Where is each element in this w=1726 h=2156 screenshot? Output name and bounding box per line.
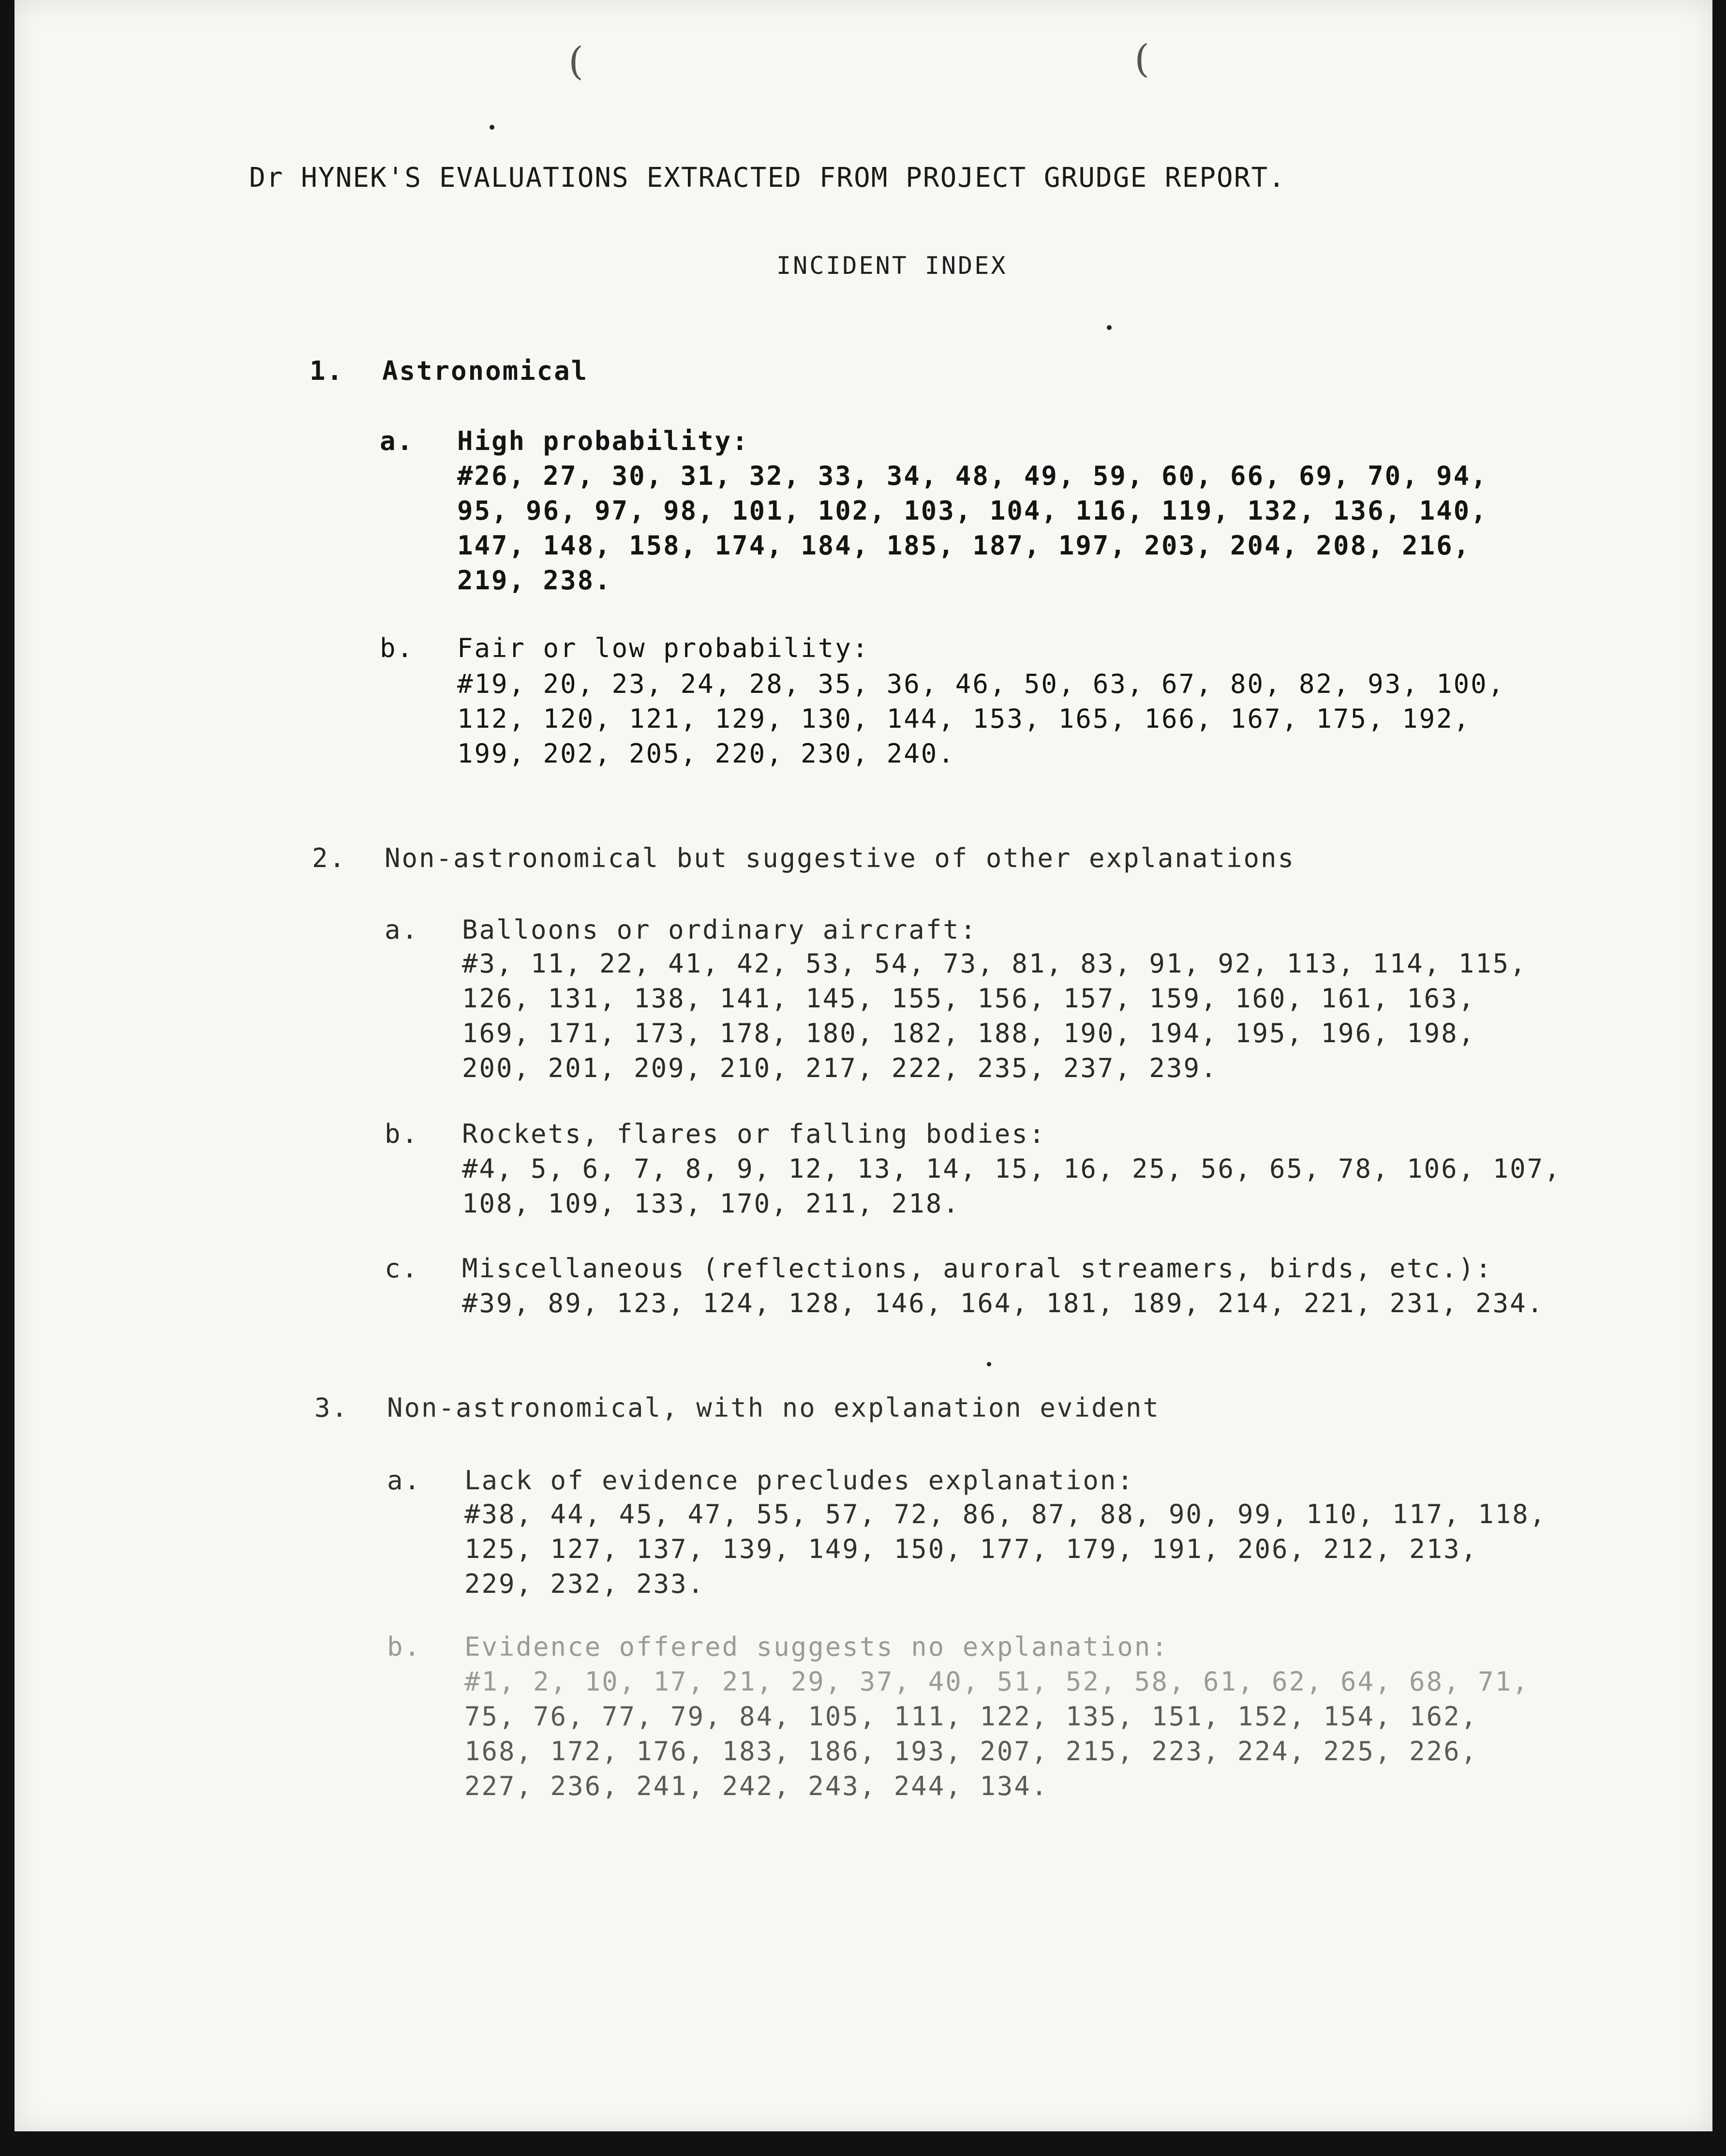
incident-line: #26, 27, 30, 31, 32, 33, 34, 48, 49, 59, 60, 66, 69, 70, 94, — [457, 461, 1488, 491]
section-label: Non-astronomical but suggestive of other explanations — [385, 843, 1295, 873]
incident-line: 126, 131, 138, 141, 145, 155, 156, 157, 159, 160, 161, 163, — [462, 983, 1476, 1014]
scan-speck — [490, 125, 494, 130]
incident-line: #38, 44, 45, 47, 55, 57, 72, 86, 87, 88, 90, 99, 110, 117, 118, — [464, 1499, 1547, 1529]
incident-list-2c — [462, 1286, 1544, 1321]
incident-line: 229, 232, 233. — [464, 1569, 705, 1599]
incident-line: 112, 120, 121, 129, 130, 144, 153, 165, 166, 167, 175, 192, — [457, 704, 1471, 734]
subsection-2c-label — [385, 1253, 1493, 1284]
subsection-letter: c. — [385, 1253, 419, 1284]
incident-line: 200, 201, 209, 210, 217, 222, 235, 237, 239. — [462, 1053, 1218, 1083]
subsection-letter: b. — [387, 1632, 422, 1662]
subsection-2b-label — [385, 1119, 1046, 1149]
incident-line: 199, 202, 205, 220, 230, 240. — [457, 738, 955, 769]
section-label: Astronomical — [382, 356, 589, 386]
incident-line: 219, 238. — [457, 565, 612, 596]
subsection-letter: a. — [380, 426, 415, 456]
incident-line: 125, 127, 137, 139, 149, 150, 177, 179, 191, 206, 212, 213, — [464, 1534, 1478, 1564]
incident-line: #19, 20, 23, 24, 28, 35, 36, 46, 50, 63, 67, 80, 82, 93, 100, — [457, 669, 1505, 699]
incident-list-3b — [464, 1664, 1530, 1804]
incident-line: #4, 5, 6, 7, 8, 9, 12, 13, 14, 15, 16, 25, 56, 65, 78, 106, 107, — [462, 1153, 1562, 1184]
subsection-1a-label — [380, 426, 749, 456]
incident-line: 227, 236, 241, 242, 243, 244, 134. — [464, 1771, 1049, 1801]
incident-line: #39, 89, 123, 124, 128, 146, 164, 181, 189, 214, 221, 231, 234. — [462, 1288, 1545, 1318]
subsection-label: Fair or low probability: — [457, 633, 870, 663]
scan-speck — [1107, 325, 1112, 330]
subsection-label: Evidence offered suggests no explanation: — [464, 1632, 1169, 1662]
subsection-letter: a. — [387, 1465, 422, 1496]
incident-line: 95, 96, 97, 98, 101, 102, 103, 104, 116, 119, 132, 136, 140, — [457, 495, 1488, 526]
incident-line: 169, 171, 173, 178, 180, 182, 188, 190, 194, 195, 196, 198, — [462, 1018, 1476, 1048]
index-heading: INCIDENT INDEX — [776, 252, 1008, 280]
section-3-title — [314, 1392, 1160, 1423]
subsection-3a-label — [387, 1465, 1134, 1496]
scan-mark: ( — [1134, 36, 1150, 81]
section-1-title — [310, 356, 588, 386]
subsection-letter: b. — [385, 1119, 419, 1149]
page-title: Dr HYNEK'S EVALUATIONS EXTRACTED FROM PROJECT GRUDGE REPORT. — [249, 162, 1286, 194]
subsection-3b-label — [387, 1632, 1169, 1662]
section-number: 1. — [310, 356, 344, 386]
incident-line: 108, 109, 133, 170, 211, 218. — [462, 1188, 960, 1219]
subsection-label: Balloons or ordinary aircraft: — [462, 914, 978, 945]
incident-line: #3, 11, 22, 41, 42, 53, 54, 73, 81, 83, 91, 92, 113, 114, 115, — [462, 948, 1527, 979]
incident-line: 75, 76, 77, 79, 84, 105, 111, 122, 135, 151, 152, 154, 162, — [464, 1701, 1478, 1732]
subsection-label: High probability: — [457, 426, 749, 456]
section-number: 3. — [314, 1392, 349, 1423]
incident-list-2b — [462, 1152, 1562, 1221]
section-2-title — [312, 843, 1295, 873]
subsection-label: Lack of evidence precludes explanation: — [464, 1465, 1134, 1496]
subsection-2a-label — [385, 914, 977, 945]
incident-list-3a — [464, 1497, 1547, 1602]
subsection-1b-label — [380, 633, 869, 663]
scan-speck — [987, 1362, 991, 1366]
incident-line: 147, 148, 158, 174, 184, 185, 187, 197, 203, 204, 208, 216, — [457, 530, 1471, 561]
incident-line: 168, 172, 176, 183, 186, 193, 207, 215, 223, 224, 225, 226, — [464, 1736, 1478, 1767]
subsection-label: Miscellaneous (reflections, auroral streamers, birds, etc.): — [462, 1253, 1493, 1284]
subsection-letter: b. — [380, 633, 415, 663]
section-number: 2. — [312, 843, 347, 873]
subsection-letter: a. — [385, 914, 419, 945]
incident-list-1b — [457, 667, 1505, 771]
incident-list-1a — [457, 459, 1488, 598]
incident-list-2a — [462, 946, 1527, 1086]
subsection-label: Rockets, flares or falling bodies: — [462, 1119, 1046, 1149]
incident-line: #1, 2, 10, 17, 21, 29, 37, 40, 51, 52, 58, 61, 62, 64, 68, 71, — [464, 1666, 1530, 1697]
section-label: Non-astronomical, with no explanation evident — [387, 1392, 1160, 1423]
scan-mark: ( — [568, 39, 584, 84]
